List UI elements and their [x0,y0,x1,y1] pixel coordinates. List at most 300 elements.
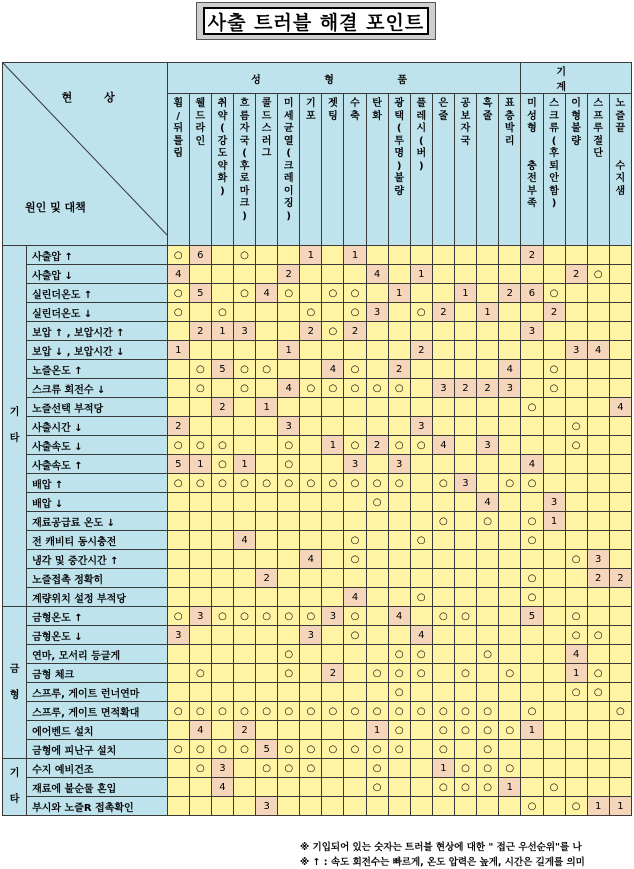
matrix-cell [477,664,499,683]
matrix-cell [256,626,278,645]
matrix-cell [587,531,609,550]
column-header [233,94,255,246]
cause-cell: 금형 체크 [27,664,168,683]
matrix-cell [167,493,189,512]
matrix-cell [388,797,410,816]
matrix-cell [477,398,499,417]
matrix-cell [477,626,499,645]
matrix-cell [543,550,565,569]
matrix-cell [565,512,587,531]
matrix-cell [499,246,521,265]
column-header-label: 표 층 박 리 [504,98,515,147]
column-header-label: 탄 화 [372,98,382,122]
matrix-cell [543,740,565,759]
matrix-cell [211,645,233,664]
matrix-cell: ○ [167,436,189,455]
matrix-cell [256,512,278,531]
matrix-cell [278,683,300,702]
matrix-cell: ○ [432,778,454,797]
table-row [3,626,632,645]
matrix-cell: 4 [233,531,255,550]
matrix-cell [587,493,609,512]
matrix-cell [499,740,521,759]
matrix-cell [609,759,631,778]
column-header-label: 노 즐 끝 수 지 샘 [615,98,626,197]
matrix-cell [366,569,388,588]
matrix-cell [454,360,476,379]
matrix-cell: ○ [211,474,233,493]
table-row [3,417,632,436]
matrix-cell [565,303,587,322]
matrix-cell [388,588,410,607]
matrix-cell [344,398,366,417]
matrix-cell [366,512,388,531]
matrix-cell [211,379,233,398]
matrix-cell: 2 [609,569,631,588]
note-priority: ※ 기입되어 있는 숫자는 트러블 현상에 대한 " 접근 우선순위"를 나 [300,842,582,853]
matrix-cell [587,436,609,455]
matrix-cell [477,322,499,341]
cause-cell: 사출속도 ↓ [27,436,168,455]
note-arrow: ※ ↑ : 속도 회전수는 빠르게, 온도 압력은 높게, 시간은 길게를 의미 [300,857,585,868]
matrix-cell: 1 [167,341,189,360]
matrix-cell [521,664,543,683]
matrix-cell [388,246,410,265]
matrix-cell [499,436,521,455]
matrix-cell: 1 [366,721,388,740]
column-header-label: 흑 줄 [482,98,493,122]
column-header-label: 광 택 ( 투 명 ) 불 량 [394,98,405,197]
matrix-cell [300,588,322,607]
column-header-label: 스 프 루 절 단 [593,98,604,159]
matrix-cell [587,379,609,398]
matrix-cell [410,683,432,702]
matrix-cell [256,379,278,398]
matrix-cell [521,778,543,797]
matrix-cell [300,417,322,436]
cause-cell: 사출속도 ↑ [27,455,168,474]
matrix-cell [388,531,410,550]
matrix-cell [499,683,521,702]
matrix-cell [366,588,388,607]
column-header [322,94,344,246]
matrix-cell [256,721,278,740]
matrix-cell [189,531,211,550]
matrix-cell [366,607,388,626]
matrix-cell: 4 [189,721,211,740]
matrix-cell [609,588,631,607]
matrix-cell [322,721,344,740]
matrix-cell: 5 [521,607,543,626]
matrix-cell [609,626,631,645]
matrix-cell: 4 [587,341,609,360]
matrix-cell [366,322,388,341]
matrix-cell [521,550,543,569]
matrix-cell [499,341,521,360]
matrix-cell [432,664,454,683]
matrix-cell: ○ [189,379,211,398]
matrix-cell: ○ [189,740,211,759]
column-header-label: 젯 팅 [328,98,338,122]
matrix-cell [366,417,388,436]
matrix-cell [609,493,631,512]
matrix-cell: 4 [278,379,300,398]
table-row [3,493,632,512]
matrix-cell [454,645,476,664]
matrix-cell [256,493,278,512]
matrix-cell [410,360,432,379]
matrix-cell: ○ [432,474,454,493]
matrix-cell [366,398,388,417]
matrix-cell: ○ [278,645,300,664]
matrix-cell: ○ [477,721,499,740]
matrix-cell [521,379,543,398]
phenomenon-label: 현 상 [61,91,129,104]
matrix-cell [388,778,410,797]
matrix-cell [477,360,499,379]
table-row [3,455,632,474]
matrix-cell: ○ [388,740,410,759]
troubleshooting-matrix [2,62,632,816]
matrix-cell [432,683,454,702]
table-row [3,474,632,493]
matrix-cell: ○ [543,360,565,379]
table-row [3,645,632,664]
matrix-cell: ○ [565,417,587,436]
matrix-cell [278,797,300,816]
matrix-cell [477,550,499,569]
matrix-cell [322,246,344,265]
matrix-cell [521,303,543,322]
matrix-cell [609,341,631,360]
matrix-cell [410,740,432,759]
matrix-cell [587,417,609,436]
matrix-cell [211,417,233,436]
matrix-cell [189,512,211,531]
column-header [454,94,476,246]
matrix-cell [454,436,476,455]
matrix-cell [233,778,255,797]
cause-cell: 보압 ↑ , 보압시간 ↑ [27,322,168,341]
matrix-cell: ○ [454,778,476,797]
matrix-cell: ○ [477,512,499,531]
cause-cell: 사출압 ↑ [27,246,168,265]
matrix-cell [587,246,609,265]
matrix-cell [609,303,631,322]
matrix-cell [543,436,565,455]
matrix-cell: ○ [410,303,432,322]
column-header-label: 콜 드 스 러 그 [261,98,272,159]
matrix-cell [609,246,631,265]
matrix-cell [477,455,499,474]
matrix-cell: 2 [521,246,543,265]
table-row [3,531,632,550]
matrix-cell [587,740,609,759]
matrix-cell: ○ [344,550,366,569]
category-text: 금 형 [9,663,20,701]
matrix-cell [256,303,278,322]
matrix-cell [300,664,322,683]
matrix-cell: 5 [167,455,189,474]
matrix-cell: 4 [565,645,587,664]
matrix-cell [256,322,278,341]
matrix-cell: 3 [432,379,454,398]
matrix-cell: ○ [167,702,189,721]
matrix-cell [322,265,344,284]
matrix-cell: 1 [521,721,543,740]
matrix-cell [256,645,278,664]
matrix-cell [189,645,211,664]
matrix-cell [609,417,631,436]
matrix-cell: ○ [233,607,255,626]
matrix-cell: ○ [366,664,388,683]
matrix-cell [609,664,631,683]
matrix-cell [189,626,211,645]
matrix-cell: 1 [565,664,587,683]
cause-cell: 계량위치 설정 부적당 [27,588,168,607]
matrix-cell: 1 [388,284,410,303]
column-header [609,94,631,246]
matrix-cell [543,607,565,626]
matrix-cell [300,797,322,816]
matrix-cell: ○ [477,740,499,759]
matrix-cell [344,664,366,683]
matrix-cell: 2 [388,360,410,379]
cause-cell: 스크류 회전수 ↓ [27,379,168,398]
matrix-cell [587,303,609,322]
matrix-cell: 1 [211,322,233,341]
category-text: 기 타 [9,768,20,805]
matrix-cell [366,341,388,360]
matrix-cell [477,341,499,360]
matrix-cell: ○ [454,759,476,778]
cause-cell: 에어벤드 설치 [27,721,168,740]
matrix-cell [410,246,432,265]
matrix-cell [344,683,366,702]
matrix-cell [278,588,300,607]
cause-cell: 실린더온도 ↑ [27,284,168,303]
matrix-cell: 3 [454,474,476,493]
matrix-cell: ○ [366,740,388,759]
table-row [3,550,632,569]
matrix-cell: 3 [477,436,499,455]
matrix-cell [587,322,609,341]
matrix-cell [211,531,233,550]
matrix-cell: ○ [300,607,322,626]
matrix-cell: 1 [432,759,454,778]
cause-cell: 연마, 모서리 등글게 [27,645,168,664]
matrix-cell [499,797,521,816]
matrix-cell [499,493,521,512]
matrix-cell: ○ [565,550,587,569]
matrix-cell [543,531,565,550]
matrix-cell [543,341,565,360]
matrix-cell [499,607,521,626]
matrix-cell: ○ [278,664,300,683]
matrix-cell [322,493,344,512]
matrix-cell [300,284,322,303]
matrix-cell [454,569,476,588]
table-row [3,284,632,303]
matrix-cell: ○ [300,740,322,759]
matrix-cell [366,455,388,474]
matrix-cell [366,626,388,645]
matrix-cell [432,455,454,474]
matrix-cell [322,512,344,531]
column-header [565,94,587,246]
cause-cell: 사출압 ↓ [27,265,168,284]
matrix-cell: 2 [211,398,233,417]
table-row [3,246,632,265]
matrix-cell [167,360,189,379]
matrix-cell [587,360,609,379]
matrix-cell [322,455,344,474]
matrix-cell [167,721,189,740]
matrix-cell [499,645,521,664]
matrix-cell [366,550,388,569]
matrix-cell [211,664,233,683]
matrix-cell [167,379,189,398]
matrix-cell: 2 [432,303,454,322]
matrix-cell [167,797,189,816]
matrix-cell: 2 [587,569,609,588]
matrix-cell [233,265,255,284]
matrix-cell: 4 [300,550,322,569]
matrix-cell: ○ [521,569,543,588]
matrix-cell [344,778,366,797]
matrix-cell [454,512,476,531]
matrix-cell: 2 [167,417,189,436]
matrix-cell: ○ [388,683,410,702]
matrix-cell: ○ [366,778,388,797]
matrix-cell [278,778,300,797]
matrix-cell [300,683,322,702]
matrix-cell [278,360,300,379]
matrix-cell [189,588,211,607]
table-row [3,664,632,683]
matrix-cell: ○ [344,303,366,322]
column-header-label: 흐 름 자 국 ( 후 로 마 크 ) [239,98,250,222]
matrix-cell: 1 [543,512,565,531]
column-header [189,94,211,246]
matrix-cell [565,702,587,721]
category-label [3,607,27,759]
matrix-cell: ○ [344,436,366,455]
matrix-cell [167,645,189,664]
matrix-cell [543,683,565,702]
matrix-cell [256,588,278,607]
matrix-cell [233,759,255,778]
matrix-cell: ○ [543,778,565,797]
matrix-cell [256,778,278,797]
matrix-cell: 4 [432,436,454,455]
cause-cell: 노즐선택 부적당 [27,398,168,417]
matrix-cell [278,246,300,265]
table-row [3,778,632,797]
matrix-cell [211,683,233,702]
matrix-cell: ○ [233,379,255,398]
matrix-cell [256,455,278,474]
matrix-cell [454,398,476,417]
matrix-cell [499,417,521,436]
matrix-cell [189,550,211,569]
column-header [256,94,278,246]
matrix-cell [211,797,233,816]
matrix-cell: ○ [189,702,211,721]
matrix-cell [410,550,432,569]
matrix-cell [477,683,499,702]
matrix-cell [322,531,344,550]
matrix-cell: ○ [344,474,366,493]
matrix-cell [609,531,631,550]
matrix-cell [432,246,454,265]
matrix-cell: ○ [344,607,366,626]
matrix-cell [432,398,454,417]
matrix-cell [344,721,366,740]
matrix-cell: ○ [521,474,543,493]
matrix-cell [256,436,278,455]
column-header-label: 미 세 균 열 ( 크 레 이 징 ) [283,98,294,222]
matrix-cell: 1 [609,797,631,816]
group-product: 성 형 품 [167,63,521,94]
matrix-cell [167,512,189,531]
matrix-cell [587,759,609,778]
matrix-cell [543,265,565,284]
matrix-cell: ○ [233,284,255,303]
matrix-cell [233,588,255,607]
matrix-cell [167,588,189,607]
matrix-cell: 2 [454,379,476,398]
matrix-cell [211,721,233,740]
matrix-cell [543,322,565,341]
table-row [3,265,632,284]
matrix-cell: ○ [587,664,609,683]
matrix-cell: ○ [300,474,322,493]
matrix-cell [233,664,255,683]
matrix-cell [499,550,521,569]
matrix-cell [587,721,609,740]
matrix-cell [256,550,278,569]
cause-cell: 금형에 피난구 설치 [27,740,168,759]
matrix-cell [477,417,499,436]
matrix-cell: 6 [521,284,543,303]
matrix-cell [233,683,255,702]
matrix-cell: 3 [322,607,344,626]
matrix-cell [388,550,410,569]
matrix-cell: 4 [388,607,410,626]
matrix-cell [211,265,233,284]
matrix-cell: ○ [322,474,344,493]
matrix-cell [410,797,432,816]
matrix-cell: 2 [366,436,388,455]
matrix-cell [322,797,344,816]
matrix-cell [388,569,410,588]
matrix-cell: ○ [233,360,255,379]
matrix-cell [454,455,476,474]
matrix-cell [366,284,388,303]
matrix-cell [454,531,476,550]
matrix-cell: 2 [344,322,366,341]
matrix-cell [211,246,233,265]
table-row [3,322,632,341]
matrix-cell: 3 [543,493,565,512]
matrix-cell [388,303,410,322]
matrix-cell [233,797,255,816]
matrix-cell: ○ [211,303,233,322]
matrix-cell [609,683,631,702]
page-title: 사출 트러블 해결 포인트 [203,7,429,35]
column-header-label: 취 약 ( 강 도 약 화 ) [217,98,228,197]
